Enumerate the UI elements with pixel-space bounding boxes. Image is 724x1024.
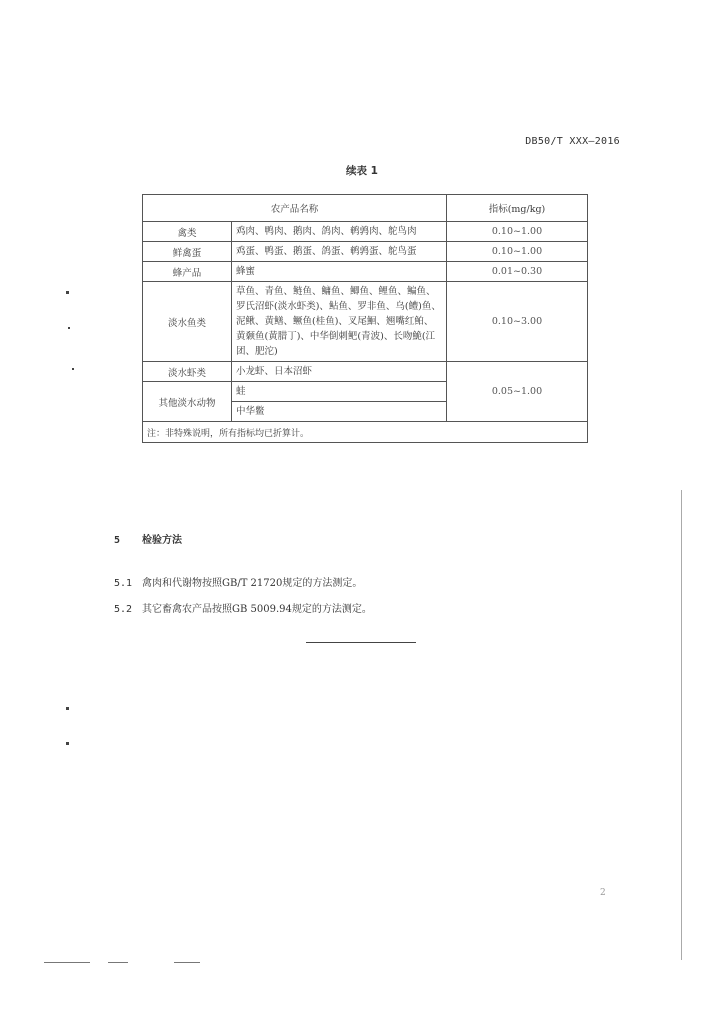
table-header-row [143, 195, 588, 222]
limit-cell: 0.10~3.00 [447, 282, 588, 362]
table-row [143, 362, 588, 382]
category-cell: 淡水鱼类 [143, 282, 232, 362]
limits-table [142, 194, 588, 443]
table-note-row [143, 422, 588, 443]
clause-number: 5.1 [114, 578, 133, 589]
category-cell: 其他淡水动物 [143, 382, 232, 422]
category-cell: 蜂产品 [143, 262, 232, 282]
clause-number: 5.2 [114, 604, 133, 615]
products-cell: 蛙 [232, 382, 447, 402]
table-row [143, 262, 588, 282]
scan-speck [66, 291, 69, 294]
clause-5-1 [114, 574, 362, 589]
scan-speck [66, 742, 69, 745]
standard-code: DB50/T XXX—2016 [525, 136, 620, 147]
header-limit: 指标(mg/kg) [447, 195, 588, 222]
products-cell: 小龙虾、日本沼虾 [232, 362, 447, 382]
category-cell: 淡水虾类 [143, 362, 232, 382]
scan-edge-line [681, 490, 682, 960]
products-cell: 鸡肉、鸭肉、鹅肉、鸽肉、鹌鹑肉、鸵鸟肉 [232, 222, 447, 242]
limit-cell: 0.01~0.30 [447, 262, 588, 282]
section-title: 检验方法 [142, 535, 182, 546]
clause-5-2 [114, 600, 372, 615]
scan-speck [68, 327, 70, 329]
products-cell: 草鱼、青鱼、鲢鱼、鳙鱼、鲫鱼、鲤鱼、鳊鱼、罗氏沼虾(淡水虾类)、鲇鱼、罗非鱼、乌(鳢)鱼、泥鳅、黄鳝、鳜鱼(桂鱼)、叉尾鮰、翘嘴红鲌、黄颡鱼(黄腊丁)、中华倒刺鲃(青波)、长吻鮠(江团、肥沱) [232, 282, 447, 362]
table-row [143, 242, 588, 262]
scan-dash [44, 962, 90, 963]
clause-text: 其它畜禽农产品按照GB 5009.94规定的方法测定。 [142, 604, 372, 615]
limit-cell: 0.10~1.00 [447, 222, 588, 242]
table-row [143, 222, 588, 242]
products-cell: 蜂蜜 [232, 262, 447, 282]
scan-dash [108, 962, 128, 963]
products-cell: 鸡蛋、鸭蛋、鹅蛋、鸽蛋、鹌鹑蛋、鸵鸟蛋 [232, 242, 447, 262]
section-heading [114, 531, 182, 546]
category-cell: 禽类 [143, 222, 232, 242]
limit-cell: 0.05~1.00 [447, 362, 588, 422]
table-note: 注：非特殊说明，所有指标均已折算计。 [143, 422, 588, 443]
section-number: 5 [114, 535, 121, 546]
clause-text: 禽肉和代谢物按照GB/T 21720规定的方法测定。 [142, 578, 363, 589]
end-rule [306, 642, 416, 643]
limit-cell: 0.10~1.00 [447, 242, 588, 262]
products-cell: 中华鳖 [232, 402, 447, 422]
category-cell: 鲜禽蛋 [143, 242, 232, 262]
scan-dash [174, 962, 200, 963]
page-number: 2 [600, 888, 606, 898]
header-product-name: 农产品名称 [143, 195, 447, 222]
table-row [143, 282, 588, 362]
scan-speck [72, 368, 74, 370]
scan-speck [66, 707, 69, 710]
table-title: 续表 1 [346, 165, 378, 177]
